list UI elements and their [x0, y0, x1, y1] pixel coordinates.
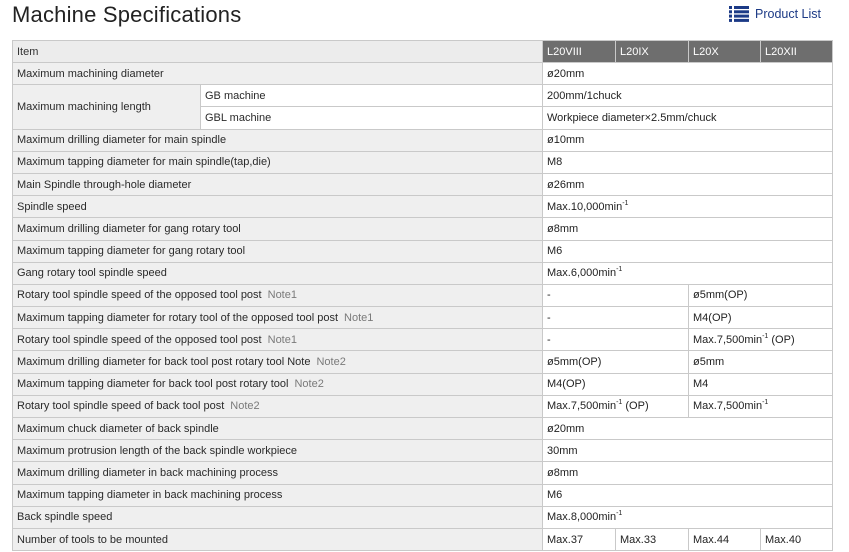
note-label: Note2 [294, 378, 324, 391]
row-value: ø20mm [543, 418, 833, 440]
model-header-l20x: L20X [689, 41, 761, 63]
table-row [13, 218, 833, 240]
model-header-l20viii: L20VIII [543, 41, 616, 63]
row-value: ø20mm [543, 63, 833, 85]
row-value: $Max.8,000\min^{-1}$ [543, 506, 833, 528]
row-label: Maximum drilling diameter in back machining process [13, 462, 543, 484]
row-value: $Max.7,500\min^{-1}$ (OP) [689, 329, 833, 351]
table-row [13, 506, 833, 528]
row-value: ø5mm(OP) [689, 284, 833, 306]
product-list-label[interactable]: Product List [755, 7, 822, 21]
row-value: - [543, 307, 689, 329]
row-value: $Max.10,000\min^{-1}$ [543, 196, 833, 218]
row-value: Workpiece diameter×2.5mm/chuck [543, 107, 833, 129]
row-value: ø5mm [689, 351, 833, 373]
row-label: Main Spindle through-hole diameter [13, 173, 543, 195]
table-row [13, 373, 833, 395]
row-value: M4(OP) [689, 307, 833, 329]
row-label: Rotary tool spindle speed of back tool post Note2 [13, 395, 543, 417]
item-header: Item [13, 41, 543, 63]
row-label: Spindle speed [13, 196, 543, 218]
row-label: Maximum chuck diameter of back spindle [13, 418, 543, 440]
row-value: 200mm/1chuck [543, 85, 833, 107]
row-value: M4(OP) [543, 373, 689, 395]
row-label: Maximum machining diameter [13, 63, 543, 85]
note-label: Note2 [316, 356, 346, 369]
row-label: Maximum protrusion length of the back spindle workpiece [13, 440, 543, 462]
row-value: 30mm [543, 440, 833, 462]
row-label: Maximum tapping diameter for gang rotary tool [13, 240, 543, 262]
table-row [13, 484, 833, 506]
row-value: - [543, 329, 689, 351]
row-label: Maximum tapping diameter in back machining process [13, 484, 543, 506]
row-label: Gang rotary tool spindle speed [13, 262, 543, 284]
row-label: Back spindle speed [13, 506, 543, 528]
row-value: ø8mm [543, 462, 833, 484]
row-sublabel: GBL machine [201, 107, 543, 129]
table-row [13, 418, 833, 440]
model-header-l20ix: L20IX [616, 41, 689, 63]
model-header-l20xii: L20XII [761, 41, 833, 63]
table-row [13, 329, 833, 351]
table-row [13, 284, 833, 306]
row-value: M8 [543, 151, 833, 173]
note-label: Note2 [230, 400, 260, 413]
table-row [13, 395, 833, 417]
product-list-link[interactable] [729, 6, 821, 22]
row-value: Max.33 [616, 528, 689, 550]
page-title: Machine Specifications [12, 2, 242, 27]
row-value: ø10mm [543, 129, 833, 151]
row-value: M4 [689, 373, 833, 395]
table-row [13, 351, 833, 373]
table-row [13, 240, 833, 262]
specifications-table [12, 40, 833, 551]
row-label: Rotary tool spindle speed of the opposed tool post Note1 [13, 329, 543, 351]
row-label: Maximum tapping diameter for back tool post rotary tool Note2 [13, 373, 543, 395]
header-row [13, 41, 833, 63]
row-value: ø26mm [543, 173, 833, 195]
table-row [13, 63, 833, 85]
table-row [13, 262, 833, 284]
row-label: Rotary tool spindle speed of the opposed tool post Note1 [13, 284, 543, 306]
row-value: $Max.6,000\min^{-1}$ [543, 262, 833, 284]
row-value: M6 [543, 240, 833, 262]
table-row [13, 462, 833, 484]
row-value: ø8mm [543, 218, 833, 240]
table-row [13, 528, 833, 550]
table-row [13, 173, 833, 195]
row-label: Maximum tapping diameter for main spindle(tap,die) [13, 151, 543, 173]
table-row [13, 85, 833, 107]
row-value: - [543, 284, 689, 306]
row-label: Number of tools to be mounted [13, 528, 543, 550]
note-label: Note1 [344, 311, 374, 324]
row-value: ø5mm(OP) [543, 351, 689, 373]
note-label: Note1 [267, 289, 297, 302]
table-row [13, 307, 833, 329]
row-value: M6 [543, 484, 833, 506]
row-value: Max.37 [543, 528, 616, 550]
table-row [13, 196, 833, 218]
row-value: $Max.7,500\min^{-1}$ [689, 395, 833, 417]
row-label: Maximum drilling diameter for back tool post rotary tool Note Note2 [13, 351, 543, 373]
row-value: $Max.7,500\min^{-1}$ (OP) [543, 395, 689, 417]
row-label: Maximum drilling diameter for main spindle [13, 129, 543, 151]
row-label: Maximum drilling diameter for gang rotary tool [13, 218, 543, 240]
list-icon [729, 6, 749, 22]
row-value: Max.44 [689, 528, 761, 550]
row-sublabel: GB machine [201, 85, 543, 107]
row-value: Max.40 [761, 528, 833, 550]
row-label: Maximum tapping diameter for rotary tool of the opposed tool post Note1 [13, 307, 543, 329]
row-label: Maximum machining length [13, 85, 201, 129]
table-row [13, 151, 833, 173]
table-row [13, 129, 833, 151]
note-label: Note1 [267, 333, 297, 346]
table-row [13, 440, 833, 462]
